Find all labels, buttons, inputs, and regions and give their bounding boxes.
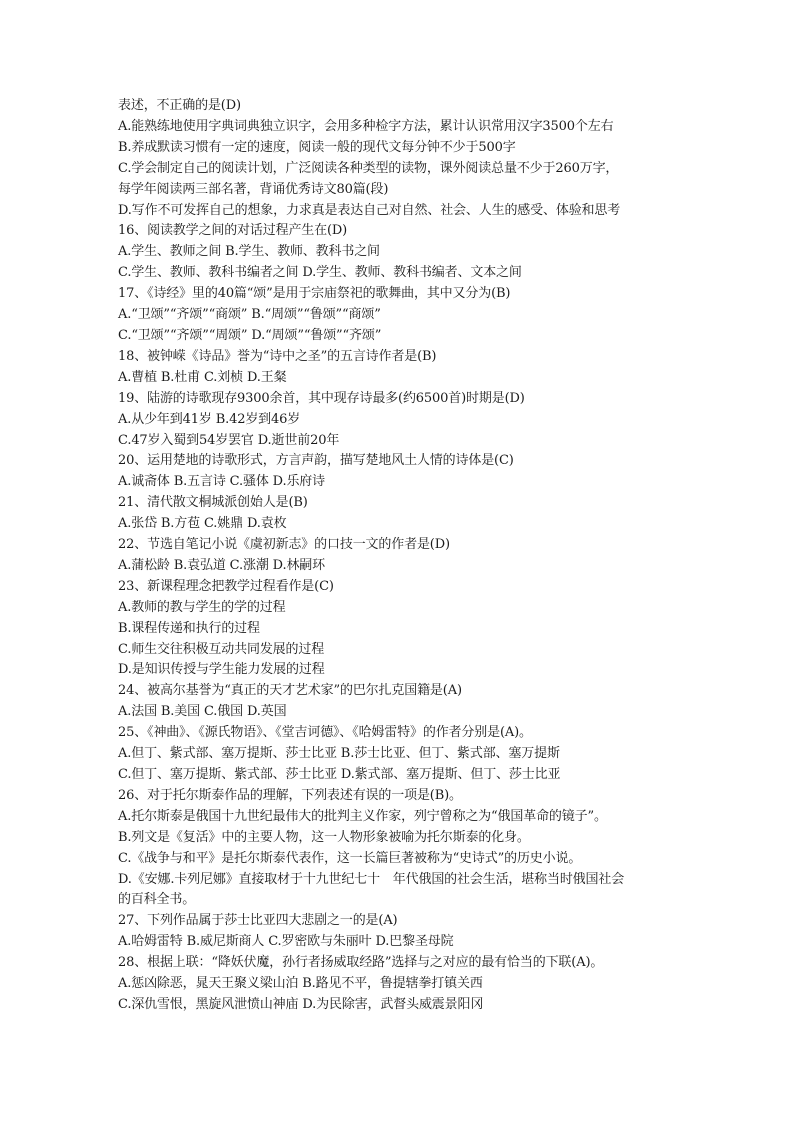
text-line: A.蒲松龄 B.袁弘道 C.涨潮 D.林嗣环 <box>118 557 326 573</box>
text-line: D.《安娜.卡列尼娜》直接取材于十九世纪七十 年代俄国的社会生活，堪称当时俄国社会 <box>118 871 625 887</box>
text-line: A.从少年到41岁 B.42岁到46岁 <box>118 411 301 427</box>
text-line: A.学生、教师之间 B.学生、教师、教科书之间 <box>118 244 380 260</box>
text-line: B.列文是《复活》中的主要人物，这一人物形象被喻为托尔斯泰的化身。 <box>118 829 530 845</box>
text-line: 16、阅读教学之间的对话过程产生在(D) <box>118 223 348 239</box>
document-page <box>118 96 678 1016</box>
text-line: 19、陆游的诗歌现存9300余首，其中现存诗最多(约6500首)时期是(D) <box>118 390 525 406</box>
text-line: 18、被钟嵘《诗品》誉为“诗中之圣”的五言诗作者是(B) <box>118 348 437 364</box>
text-line: 26、对于托尔斯泰作品的理解，下列表述有误的一项是(B)。 <box>118 787 462 803</box>
text-line: A.张岱 B.方苞 C.姚鼎 D.袁枚 <box>118 516 287 532</box>
text-line: C.学生、教师、教科书编者之间 D.学生、教师、教科书编者、文本之间 <box>118 265 522 281</box>
text-line: 表述，不正确的是(D) <box>118 98 241 113</box>
text-line: A.惩凶除恶，晁天王聚义梁山泊 B.路见不平，鲁提辖拳打镇关西 <box>118 976 483 992</box>
text-line: C.师生交往积极互动共同发展的过程 <box>118 641 325 657</box>
text-line: 20、运用楚地的诗歌形式，方言声韵，描写楚地风土人情的诗体是(C) <box>118 453 514 469</box>
text-line: 每学年阅读两三部名著，背诵优秀诗文80篇(段) <box>118 181 389 197</box>
text-line: B.养成默读习惯有一定的速度，阅读一般的现代文每分钟不少于500字 <box>118 139 516 155</box>
text-line: C.47岁入蜀到54岁罢官 D.逝世前20年 <box>118 432 340 448</box>
text-line: A.曹植 B.杜甫 C.刘桢 D.王粲 <box>118 369 287 385</box>
text-line: A.哈姆雷特 B.威尼斯商人 C.罗密欧与朱丽叶 D.巴黎圣母院 <box>118 934 454 950</box>
text-line: 23、新课程理念把教学过程看作是(C) <box>118 578 334 594</box>
text-line: 21、清代散文桐城派创始人是(B) <box>118 495 308 511</box>
text-line: 的百科全书。 <box>118 892 196 908</box>
text-line: D.是知识传授与学生能力发展的过程 <box>118 662 325 678</box>
text-line: C.《战争与和平》是托尔斯泰代表作，这一长篇巨著被称为“史诗式”的历史小说。 <box>118 850 582 866</box>
text-line: A.托尔斯泰是俄国十九世纪最伟大的批判主义作家，列宁曾称之为“俄国革命的镜子”。 <box>118 808 607 824</box>
text-line: C.但丁、塞万提斯、紫式部、莎士比亚 D.紫式部、塞万提斯、但丁、莎士比亚 <box>118 767 561 782</box>
text-line: 28、根据上联：“降妖伏魔，孙行者扬威取经路”选择与之对应的最有恰当的下联(A)。 <box>118 955 604 971</box>
text-line: 25、《神曲》、《源氏物语》、《堂吉诃德》、《哈姆雷特》的作者分别是(A)。 <box>118 725 532 741</box>
text-line: B.课程传递和执行的过程 <box>118 620 260 636</box>
text-line: C.“卫颂”“齐颂”“周颂” D.“周颂”“鲁颂”“齐颂” <box>118 327 382 343</box>
text-line: 24、被高尔基誉为“真正的天才艺术家”的巴尔扎克国籍是(A) <box>118 683 462 699</box>
text-line: A.但丁、紫式部、塞万提斯、莎士比亚 B.莎士比亚、但丁、紫式部、塞万提斯 <box>118 746 560 762</box>
text-line: C.学会制定自己的阅读计划，广泛阅读各种类型的读物，课外阅读总量不少于260万字， <box>118 160 619 176</box>
text-line: A.能熟练地使用字典词典独立识字，会用多种检字方法，累计认识常用汉字3500个左右 <box>118 118 614 134</box>
text-line: A.教师的教与学生的学的过程 <box>118 599 286 615</box>
text-line: 22、节选自笔记小说《虞初新志》的口技一文的作者是(D) <box>118 537 450 553</box>
text-line: D.写作不可发挥自己的想象，力求真是表达自己对自然、社会、人生的感受、体验和思考 <box>118 202 621 218</box>
text-line: A.“卫颂”“齐颂”“商颂” B.“周颂”“鲁颂”“商颂” <box>118 307 381 323</box>
text-line: 17、《诗经》里的40篇“颂”是用于宗庙祭祀的歌舞曲，其中又分为(B) <box>118 286 511 302</box>
text-line: A.诚斋体 B.五言诗 C.骚体 D.乐府诗 <box>118 474 326 490</box>
text-line: A.法国 B.美国 C.俄国 D.英国 <box>118 704 287 720</box>
text-line: 27、下列作品属于莎士比亚四大悲剧之一的是(A) <box>118 913 398 929</box>
text-line: C.深仇雪恨，黑旋风泄愤山神庙 D.为民除害，武督头威震景阳冈 <box>118 996 484 1012</box>
